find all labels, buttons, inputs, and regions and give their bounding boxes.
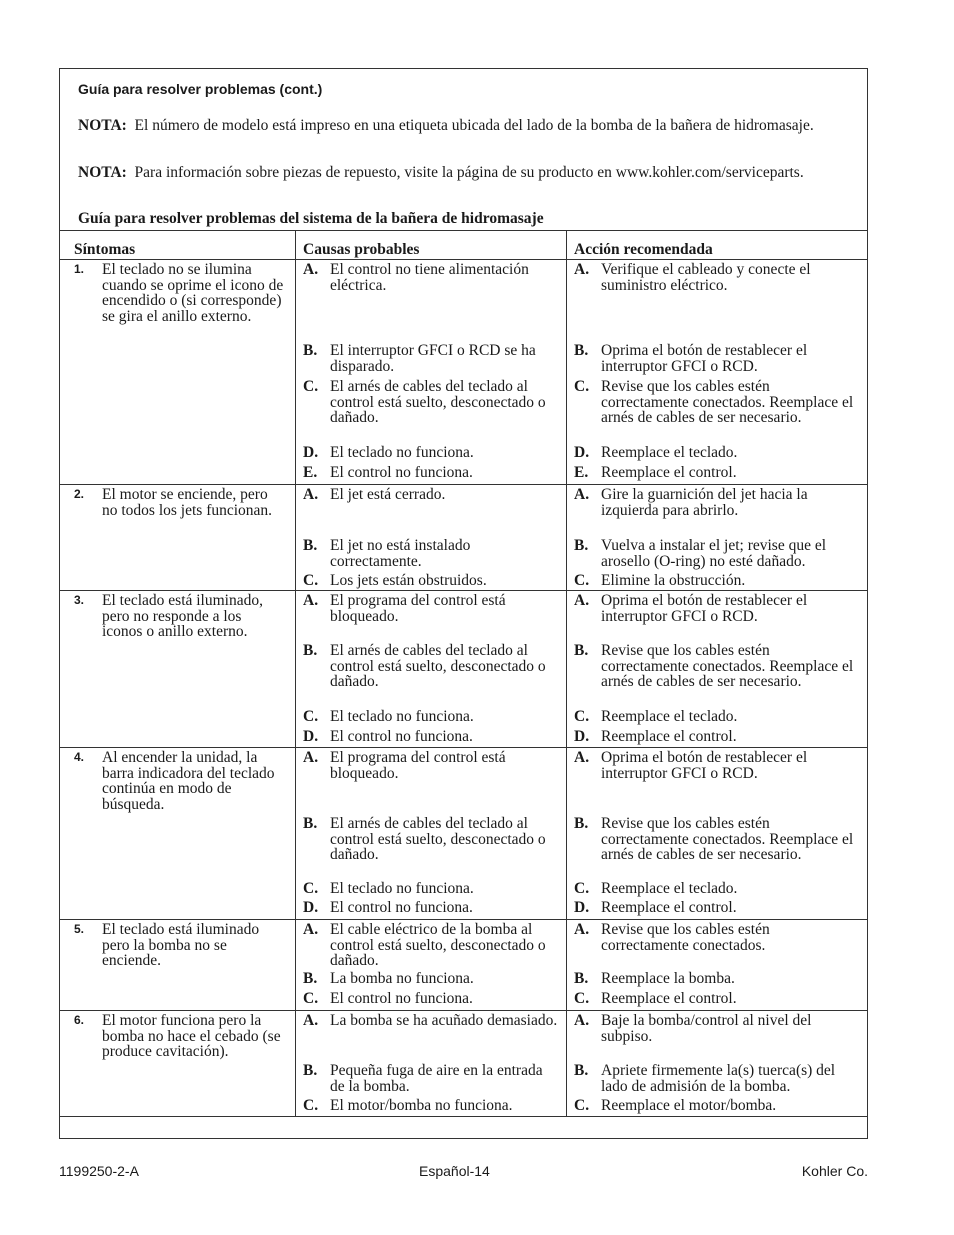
action-letter: A.	[574, 749, 590, 766]
cause-letter: C.	[303, 880, 319, 897]
action-text: Revise que los cables estén correctamente conectados.	[601, 921, 770, 954]
symptom-cell	[60, 485, 296, 590]
cause-letter: C.	[303, 1097, 319, 1114]
cause-cell	[296, 748, 567, 919]
troubleshooting-table	[60, 230, 867, 1117]
action-item	[574, 729, 861, 745]
note-label: NOTA:	[78, 164, 127, 181]
cause-text: El control no funciona.	[330, 464, 473, 481]
table-row	[60, 590, 867, 747]
cause-item	[303, 709, 560, 725]
action-item	[574, 573, 861, 589]
action-text: Reemplace el teclado.	[601, 708, 738, 725]
action-letter: C.	[574, 378, 590, 395]
symptom	[60, 591, 295, 640]
cause-cell	[296, 1011, 567, 1116]
action-text: Verifique el cableado y conecte el suministro eléctrico.	[601, 261, 811, 294]
action-letter: A.	[574, 1012, 590, 1029]
symptom-number: 1.	[74, 262, 85, 276]
action-text: Reemplace el control.	[601, 899, 737, 916]
action-text: Reemplace la bomba.	[601, 970, 735, 987]
cause-text: El interruptor GFCI o RCD se ha disparado.	[330, 342, 536, 375]
action-letter: B.	[574, 537, 589, 554]
cause-letter: A.	[303, 921, 319, 938]
action-item	[574, 538, 861, 569]
table-row	[60, 484, 867, 590]
action-item	[574, 1098, 861, 1114]
cause-text: El programa del control está bloqueado.	[330, 749, 506, 782]
header-causes: Causas probables	[296, 231, 567, 259]
cause-cell	[296, 485, 567, 590]
cause-item	[303, 750, 560, 781]
cause-item	[303, 573, 560, 589]
action-cell	[567, 1011, 867, 1116]
symptom-text: El teclado está iluminado pero la bomba no se enciende.	[102, 921, 260, 970]
cause-text: El control no funciona.	[330, 899, 473, 916]
cause-item	[303, 1098, 560, 1114]
action-text: Revise que los cables estén correctamente conectados. Reemplace el arnés de cables de ser necesario.	[601, 378, 854, 427]
action-item	[574, 643, 861, 690]
symptom	[60, 485, 295, 518]
action-letter: E.	[574, 464, 589, 481]
cause-cell	[296, 920, 567, 1010]
cause-text: El arnés de cables del teclado al control está suelto, desconectado o dañado.	[330, 815, 546, 864]
action-text: Reemplace el motor/bomba.	[601, 1097, 777, 1114]
cause-text: El teclado no funciona.	[330, 708, 474, 725]
cause-letter: D.	[303, 444, 319, 461]
action-item	[574, 709, 861, 725]
cause-item	[303, 922, 560, 969]
cause-text: El control no funciona.	[330, 728, 473, 745]
company-name: Kohler Co.	[801, 1163, 868, 1179]
cause-text: El cable eléctrico de la bomba al control está suelto, desconectado o dañado.	[330, 921, 546, 970]
cause-letter: B.	[303, 1062, 318, 1079]
action-letter: A.	[574, 261, 590, 278]
action-item	[574, 379, 861, 426]
cause-letter: E.	[303, 464, 318, 481]
cause-text: El motor/bomba no funciona.	[330, 1097, 513, 1114]
action-item	[574, 922, 861, 953]
cause-item	[303, 262, 560, 293]
action-text: Reemplace el teclado.	[601, 444, 738, 461]
cause-item	[303, 991, 560, 1007]
cause-letter: C.	[303, 708, 319, 725]
action-item	[574, 445, 861, 461]
model-number-note	[78, 118, 847, 134]
action-cell	[567, 260, 867, 484]
action-item	[574, 900, 861, 916]
symptom-text: El motor se enciende, pero no todos los jets funcionan.	[102, 486, 273, 519]
cause-letter: A.	[303, 749, 319, 766]
symptom	[60, 920, 295, 969]
symptom-text: El teclado no se ilumina cuando se oprime el icono de encendido o (si corresponde) se gira el anillo externo.	[102, 261, 284, 325]
table-row	[60, 1010, 867, 1116]
action-text: Apriete firmemente la(s) tuerca(s) del lado de admisión de la bomba.	[601, 1062, 836, 1095]
cause-item	[303, 729, 560, 745]
action-text: Elimine la obstrucción.	[601, 572, 746, 589]
cause-text: Pequeña fuga de aire en la entrada de la bomba.	[330, 1062, 543, 1095]
action-item	[574, 465, 861, 481]
cause-letter: D.	[303, 899, 319, 916]
symptom-number: 3.	[74, 593, 85, 607]
action-item	[574, 343, 861, 374]
cause-text: Los jets están obstruidos.	[330, 572, 487, 589]
symptom-number: 4.	[74, 750, 85, 764]
symptom	[60, 1011, 295, 1060]
action-letter: B.	[574, 970, 589, 987]
cause-item	[303, 881, 560, 897]
cause-item	[303, 538, 560, 569]
table-row	[60, 747, 867, 919]
cause-text: El control no tiene alimentación eléctrica.	[330, 261, 529, 294]
action-item	[574, 487, 861, 518]
cause-item	[303, 1063, 560, 1094]
symptom-number: 2.	[74, 487, 85, 501]
action-letter: C.	[574, 880, 590, 897]
table-row	[60, 259, 867, 484]
cause-text: El control no funciona.	[330, 990, 473, 1007]
action-item	[574, 593, 861, 624]
note-text: Para información sobre piezas de repuesto, visite la página de su producto en www.kohler.com/serviceparts.	[134, 164, 804, 181]
action-text: Gire la guarnición del jet hacia la izquierda para abrirlo.	[601, 486, 808, 519]
cause-letter: A.	[303, 1012, 319, 1029]
symptom-text: El teclado está iluminado, pero no responde a los iconos o anillo externo.	[102, 592, 263, 641]
action-cell	[567, 748, 867, 919]
troubleshooting-panel	[59, 68, 868, 1139]
action-letter: B.	[574, 815, 589, 832]
action-letter: D.	[574, 899, 590, 916]
cause-text: El jet no está instalado correctamente.	[330, 537, 471, 570]
cause-item	[303, 379, 560, 426]
cause-item	[303, 971, 560, 987]
action-text: Oprima el botón de restablecer el interruptor GFCI o RCD.	[601, 749, 808, 782]
action-item	[574, 816, 861, 863]
cause-item	[303, 1013, 560, 1029]
action-item	[574, 262, 861, 293]
cause-letter: D.	[303, 728, 319, 745]
action-text: Reemplace el control.	[601, 728, 737, 745]
symptom-cell	[60, 748, 296, 919]
action-text: Reemplace el control.	[601, 464, 737, 481]
cause-letter: B.	[303, 815, 318, 832]
action-text: Baje la bomba/control al nivel del subpiso.	[601, 1012, 812, 1045]
cause-text: La bomba no funciona.	[330, 970, 474, 987]
action-letter: B.	[574, 1062, 589, 1079]
cause-text: El teclado no funciona.	[330, 880, 474, 897]
action-item	[574, 881, 861, 897]
action-text: Reemplace el teclado.	[601, 880, 738, 897]
cause-item	[303, 643, 560, 690]
action-letter: C.	[574, 708, 590, 725]
service-parts-note	[78, 165, 847, 181]
cause-text: El arnés de cables del teclado al control está suelto, desconectado o dañado.	[330, 378, 546, 427]
action-letter: C.	[574, 990, 590, 1007]
action-item	[574, 991, 861, 1007]
header-actions: Acción recomendada	[574, 241, 713, 258]
cause-item	[303, 465, 560, 481]
cause-item	[303, 487, 560, 503]
symptom-cell	[60, 260, 296, 484]
action-cell	[567, 591, 867, 747]
page-number: Español-14	[419, 1163, 490, 1179]
table-row	[60, 919, 867, 1010]
action-item	[574, 1063, 861, 1094]
header-symptoms: Síntomas	[60, 231, 296, 259]
table-header-row	[60, 231, 867, 259]
action-letter: C.	[574, 572, 590, 589]
cause-letter: C.	[303, 990, 319, 1007]
symptom-text: El motor funciona pero la bomba no hace el cebado (se produce cavitación).	[102, 1012, 281, 1061]
action-letter: A.	[574, 486, 590, 503]
action-cell	[567, 485, 867, 590]
symptom-number: 6.	[74, 1013, 85, 1027]
cause-letter: A.	[303, 486, 319, 503]
symptom-cell	[60, 1011, 296, 1116]
cause-text: El teclado no funciona.	[330, 444, 474, 461]
action-text: Revise que los cables estén correctamente conectados. Reemplace el arnés de cables de ser necesario.	[601, 815, 854, 864]
cause-text: El jet está cerrado.	[330, 486, 446, 503]
action-text: Vuelva a instalar el jet; revise que el arosello (O-ring) no esté dañado.	[601, 537, 827, 570]
cause-item	[303, 900, 560, 916]
action-letter: C.	[574, 1097, 590, 1114]
action-item	[574, 1013, 861, 1044]
action-letter: B.	[574, 642, 589, 659]
action-letter: D.	[574, 728, 590, 745]
cause-item	[303, 816, 560, 863]
symptom-cell	[60, 591, 296, 747]
symptom	[60, 748, 295, 812]
action-text: Reemplace el control.	[601, 990, 737, 1007]
cause-letter: B.	[303, 342, 318, 359]
cause-letter: C.	[303, 378, 319, 395]
cause-cell	[296, 260, 567, 484]
action-item	[574, 971, 861, 987]
action-letter: A.	[574, 921, 590, 938]
cause-letter: A.	[303, 592, 319, 609]
cause-letter: C.	[303, 572, 319, 589]
action-text: Oprima el botón de restablecer el interruptor GFCI o RCD.	[601, 592, 808, 625]
note-label: NOTA:	[78, 117, 127, 134]
action-text: Oprima el botón de restablecer el interruptor GFCI o RCD.	[601, 342, 808, 375]
cause-letter: B.	[303, 642, 318, 659]
action-text: Revise que los cables estén correctamente conectados. Reemplace el arnés de cables de ser necesario.	[601, 642, 854, 691]
symptom	[60, 260, 295, 324]
cause-cell	[296, 591, 567, 747]
cause-text: El arnés de cables del teclado al control está suelto, desconectado o dañado.	[330, 642, 546, 691]
cause-item	[303, 445, 560, 461]
action-letter: D.	[574, 444, 590, 461]
action-letter: B.	[574, 342, 589, 359]
cause-letter: B.	[303, 537, 318, 554]
action-letter: A.	[574, 592, 590, 609]
cause-text: La bomba se ha acuñado demasiado.	[330, 1012, 558, 1029]
cause-text: El programa del control está bloqueado.	[330, 592, 506, 625]
action-item	[574, 750, 861, 781]
note-text: El número de modelo está impreso en una etiqueta ubicada del lado de la bomba de la bañera de hidromasaje.	[134, 117, 814, 134]
document-number: 1199250-2-A	[59, 1163, 139, 1179]
cause-letter: A.	[303, 261, 319, 278]
symptom-number: 5.	[74, 922, 85, 936]
cause-item	[303, 593, 560, 624]
symptom-text: Al encender la unidad, la barra indicadora del teclado continúa en modo de búsqueda.	[102, 749, 275, 813]
action-cell	[567, 920, 867, 1010]
section-heading: Guía para resolver problemas (cont.)	[78, 81, 323, 97]
table-title: Guía para resolver problemas del sistema de la bañera de hidromasaje	[78, 210, 544, 227]
cause-item	[303, 343, 560, 374]
symptom-cell	[60, 920, 296, 1010]
cause-letter: B.	[303, 970, 318, 987]
